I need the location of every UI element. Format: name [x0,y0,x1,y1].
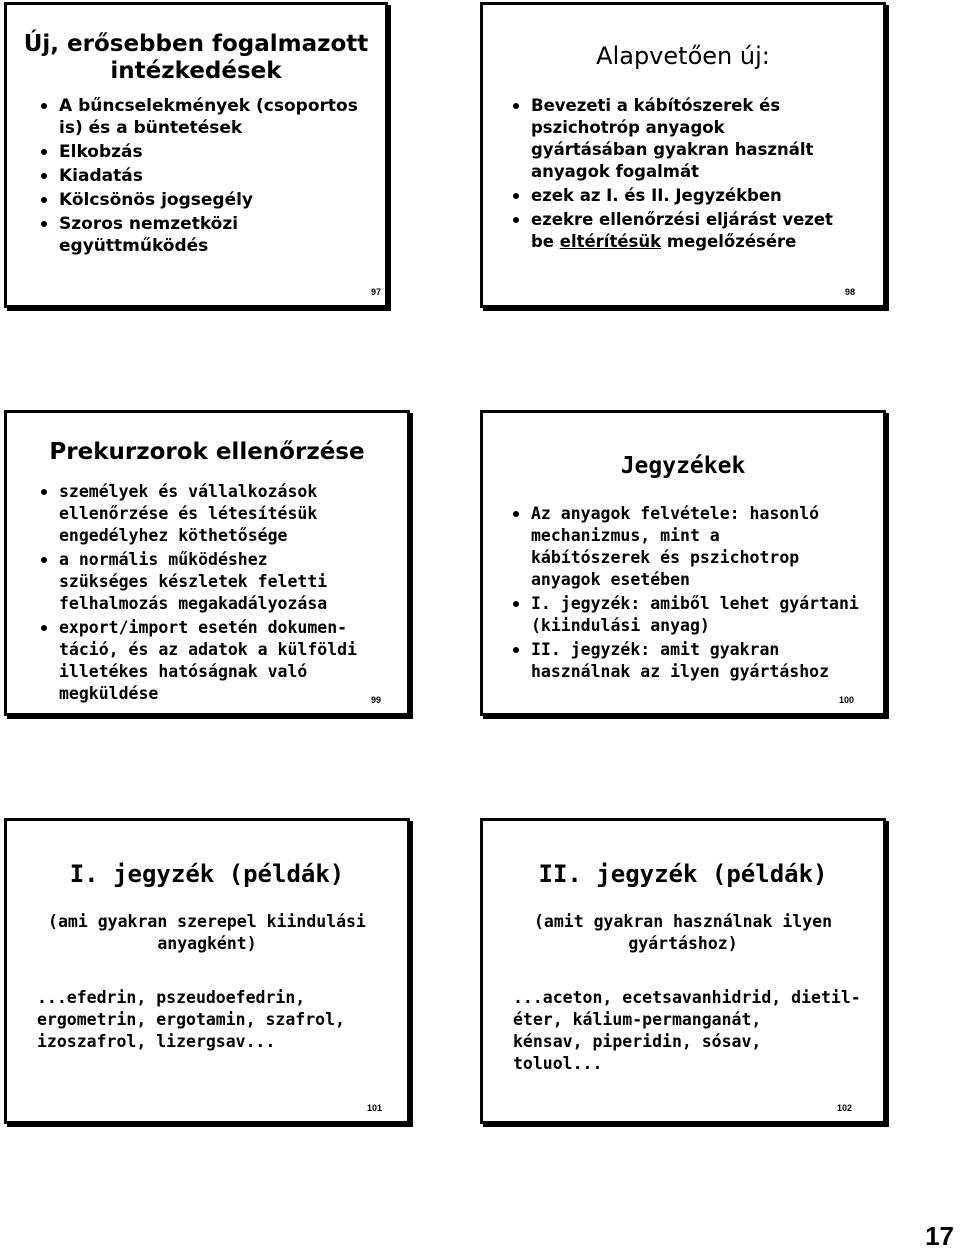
slide-title: Alapvetően új: [596,42,770,70]
bullet-item: ezek az I. és II. Jegyzékben [509,185,885,207]
bullet-item: A bűncselekmények (csoportos is) és a büntetések [37,95,387,139]
bullet-item: Elkobzás [37,141,387,163]
slide-102 [480,818,886,1124]
slide-number: 99 [371,695,382,705]
bullet-item: Bevezeti a kábítószerek és pszichotróp anyagok gyártásában gyakran használt anyagok fogalmát [509,95,885,183]
slide-subtitle: (ami gyakran szerepel kiindulási anyagként) [48,912,366,953]
slide-99 [4,410,410,716]
slide-title: Új, erősebben fogalmazott intézkedések [23,31,369,84]
slide-title: I. jegyzék (példák) [69,860,345,888]
slide-number: 98 [845,287,856,297]
slide-title: Prekurzorok ellenőrzése [49,439,365,465]
slide-number: 100 [839,695,855,705]
bullet-list [37,481,407,707]
bullet-item: Szoros nemzetközi együttműködés [37,213,387,257]
bullet-item: Kiadatás [37,165,387,187]
slide-101 [4,818,410,1124]
bullet-item: export/import esetén dokumen- táció, és az adatok a külföldi illetékes hatóságnak való megküldése [37,617,407,705]
slide-number: 102 [837,1103,853,1113]
bullet-item: ezekre ellenőrzési eljárást vezet be eltérítésük megelőzésére [509,209,885,253]
slide-body: ...efedrin, pszeudoefedrin, ergometrin, ergotamin, szafrol, izoszafrol, lizergsav... [37,988,345,1051]
slide-number: 97 [371,287,382,297]
slide-subtitle: (amit gyakran használnak ilyen gyártáshoz) [533,912,832,953]
slide-100 [480,410,886,716]
slide-97 [4,2,388,308]
page-number: 17 [925,1221,954,1251]
bullet-list [37,95,387,259]
bullet-item: személyek és vállalkozások ellenőrzése és létesítésük engedélyhez köthetősége [37,481,407,547]
bullet-item: Az anyagok felvétele: hasonló mechanizmus, mint a kábítószerek és pszichotrop anyagok esetében [509,503,885,591]
slide-title: Jegyzékek [620,453,746,479]
slide-body: ...aceton, ecetsavanhidrid, dietil- éter, kálium-permanganát, kénsav, piperidin, sósav, toluol... [513,988,861,1073]
bullet-item: I. jegyzék: amiből lehet gyártani (kiindulási anyag) [509,593,885,637]
slide-number: 101 [367,1103,383,1113]
bullet-item: II. jegyzék: amit gyakran használnak az ilyen gyártáshoz [509,639,885,683]
bullet-item: a normális működéshez szükséges készletek feletti felhalmozás megakadályozása [37,549,407,615]
underlined-word: eltérítésük [559,232,662,251]
slide-98 [480,2,886,308]
slide-title: II. jegyzék (példák) [538,860,828,888]
bullet-item: Kölcsönös jogsegély [37,189,387,211]
bullet-list [509,95,885,255]
bullet-list [509,503,885,685]
